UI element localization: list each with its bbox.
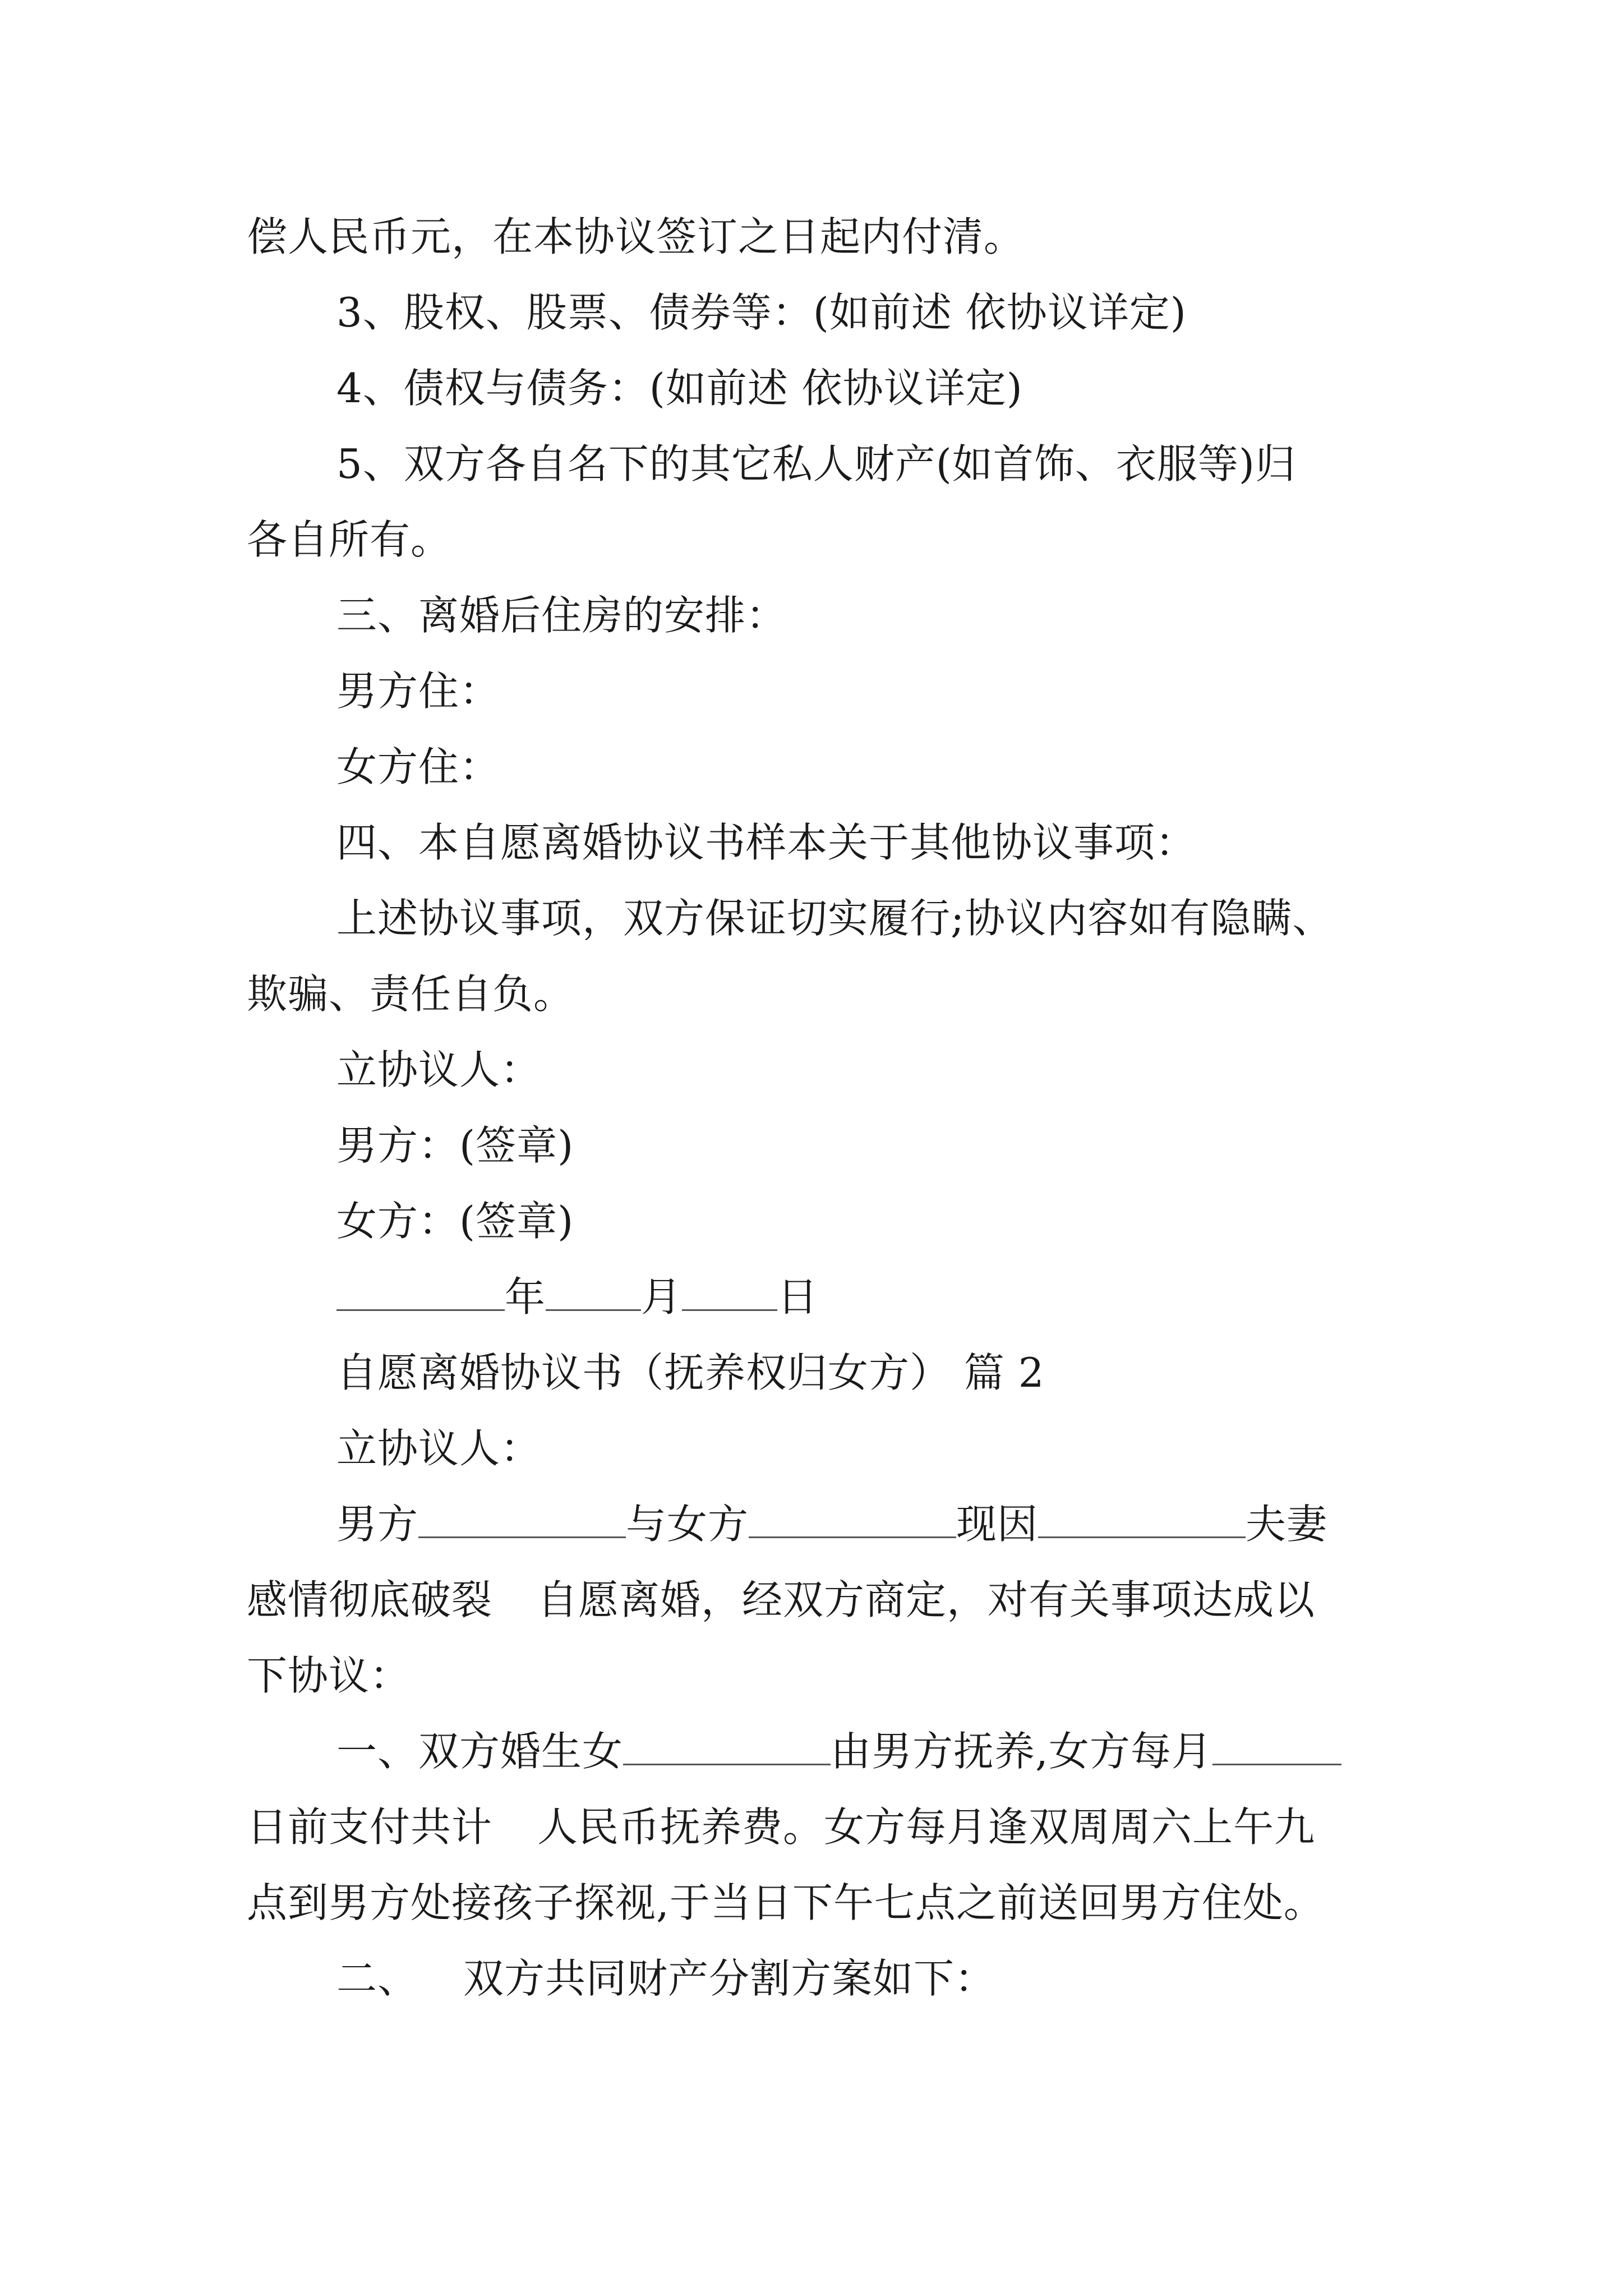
section-heading: 三、离婚后住房的安排： [336, 592, 787, 639]
text-segment: 夫妻 [1246, 1501, 1328, 1548]
text-segment: 由男方抚养,女方每月 [831, 1728, 1212, 1775]
text-segment: 日前支付共计 [247, 1803, 493, 1851]
fill-blank [749, 1502, 956, 1538]
paragraph-line: 上述协议事项，双方保证切实履行;协议内容如有隐瞒、 [336, 895, 1334, 942]
signature-line: 男方：(签章) [336, 1122, 574, 1169]
text-segment: 感情彻底破裂 [247, 1576, 493, 1623]
month-blank [546, 1274, 641, 1311]
day-blank [682, 1274, 777, 1311]
fill-blank [1038, 1502, 1246, 1538]
text-segment: 与女方 [626, 1501, 749, 1548]
paragraph-line: 偿人民币元，在本协议签订之日起内付清。 [247, 213, 1025, 260]
paragraph-line: 欺骗、责任自负。 [247, 970, 575, 1018]
date-day-label: 日 [777, 1273, 819, 1320]
text-segment: 自愿离婚，经双方商定，对有关事项达成以 [537, 1576, 1316, 1623]
paragraph-line: 立协议人： [336, 1425, 542, 1472]
date-month-label: 月 [641, 1273, 683, 1320]
year-blank [336, 1274, 505, 1311]
paragraph-line: 点到男方处接孩子探视,于当日下午七点之前送回男方住处。 [247, 1879, 1325, 1926]
paragraph-line [247, 1572, 1315, 1628]
paragraph-line [336, 1723, 1341, 1779]
text-segment: 一、双方婚生女 [336, 1728, 624, 1775]
paragraph-line: 5、双方各自名下的其它私人财产(如首饰、衣服等)归 [336, 440, 1296, 487]
text-segment: 二、 [336, 1955, 419, 2002]
paragraph-line: 下协议： [247, 1652, 411, 1699]
text-segment: 现因 [956, 1501, 1039, 1548]
paragraph-line: 男方住： [336, 668, 501, 715]
paragraph-line: 立协议人： [336, 1046, 542, 1093]
text-segment: 双方共同财产分割方案如下： [463, 1955, 996, 2002]
section-heading [336, 1950, 995, 2007]
date-year-label: 年 [505, 1273, 546, 1320]
paragraph-line [247, 1799, 1315, 1855]
text-segment: 男方 [336, 1501, 419, 1548]
text-segment: 人民币抚养费。女方每月逢双周周六上午九 [537, 1803, 1316, 1851]
paragraph-line: 各自所有。 [247, 516, 452, 563]
paragraph-line: 4、债权与债务：(如前述 依协议详定) [336, 365, 1023, 412]
signature-line: 女方：(签章) [336, 1198, 574, 1245]
section-heading: 四、本自愿离婚协议书样本关于其他协议事项： [336, 819, 1197, 866]
paragraph-line: 3、股权、股票、债券等：(如前述 依协议详定) [336, 289, 1187, 336]
date-line [336, 1269, 818, 1325]
fill-blank [418, 1502, 626, 1538]
document-title: 自愿离婚协议书（抚养权归女方） 篇 2 [336, 1349, 1045, 1396]
fill-blank [1212, 1729, 1341, 1765]
fill-blank [623, 1729, 831, 1765]
paragraph-line [336, 1496, 1327, 1552]
paragraph-line: 女方住： [336, 743, 501, 790]
